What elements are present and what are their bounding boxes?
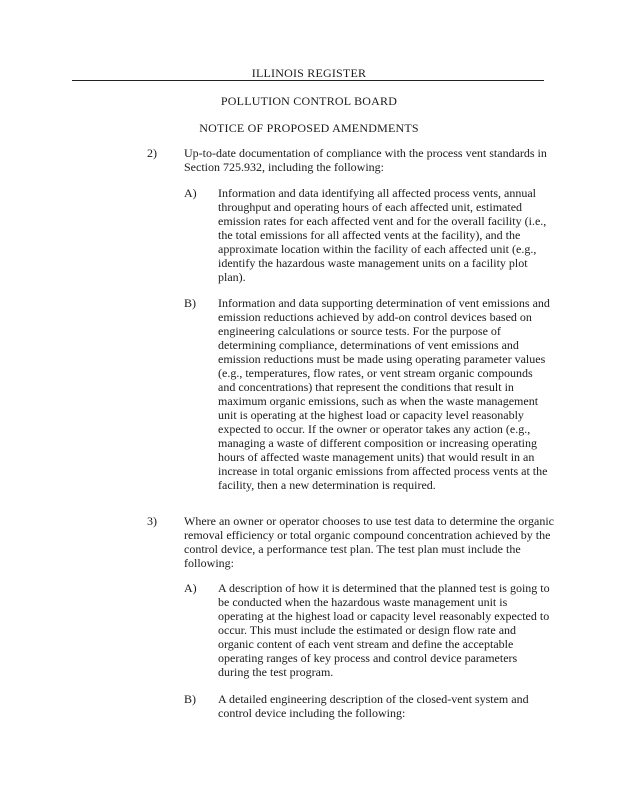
subitem-text: A description of how it is determined that the planned test is going to be conducted when the hazardous waste management unit is operating at the highest load or capacity level reasonably expected to occur. This must include the estimated or design flow rate and organic content of each vent stream and define the acceptable operating ranges of key process and control device parameters during the test program. — [218, 581, 550, 679]
item-text: Where an owner or operator chooses to use test data to determine the organic removal efficiency or total organic compound concentration achieved by the control device, a performance test plan. The test plan must include the following: — [184, 514, 554, 570]
notice-title: NOTICE OF PROPOSED AMENDMENTS — [199, 121, 419, 135]
subitem-text: Information and data identifying all affected process vents, annual throughput and operating hours of each affected unit, estimated emission rates for each affected vent and for the overall facility (i.e., the total emissions for all affected vents at the facility), and the approximate location within the facility of each affected unit (e.g., identify the hazardous waste management units on a facility plot plan). — [218, 186, 547, 284]
board-title: POLLUTION CONTROL BOARD — [220, 94, 398, 108]
register-title: ILLINOIS REGISTER — [251, 66, 367, 80]
subitem-text: Information and data supporting determination of vent emissions and emission reductions achieved by add-on control devices based on engineering calculations or source tests. For the purpose of determining compliance, determinations of vent emissions and emission reductions must be made using operating parameter values (e.g., temperatures, flow rates, or vent stream organic compounds and concentrations) that represent the conditions that result in maximum organic emissions, such as when the waste management unit is operating at the highest load or capacity level reasonably expected to occur. If the owner or operator takes any action (e.g., managing a waste of different composition or increasing operating hours of affected waste management units) that would result in an increase in total organic emissions from affected process vents at the facility, then a new determination is required. — [218, 296, 550, 492]
header-rule — [72, 80, 544, 81]
subitem-label: B) — [184, 692, 196, 706]
item-number: 2) — [147, 146, 157, 160]
subitem-label: A) — [184, 186, 197, 200]
item-number: 3) — [147, 514, 157, 528]
subitem-label: A) — [184, 581, 197, 595]
subitem-label: B) — [184, 296, 196, 310]
item-text: Up-to-date documentation of compliance with the process vent standards in Section 725.932, including the following: — [184, 146, 547, 174]
subitem-text: A detailed engineering description of the closed-vent system and control device including the following: — [218, 692, 529, 720]
